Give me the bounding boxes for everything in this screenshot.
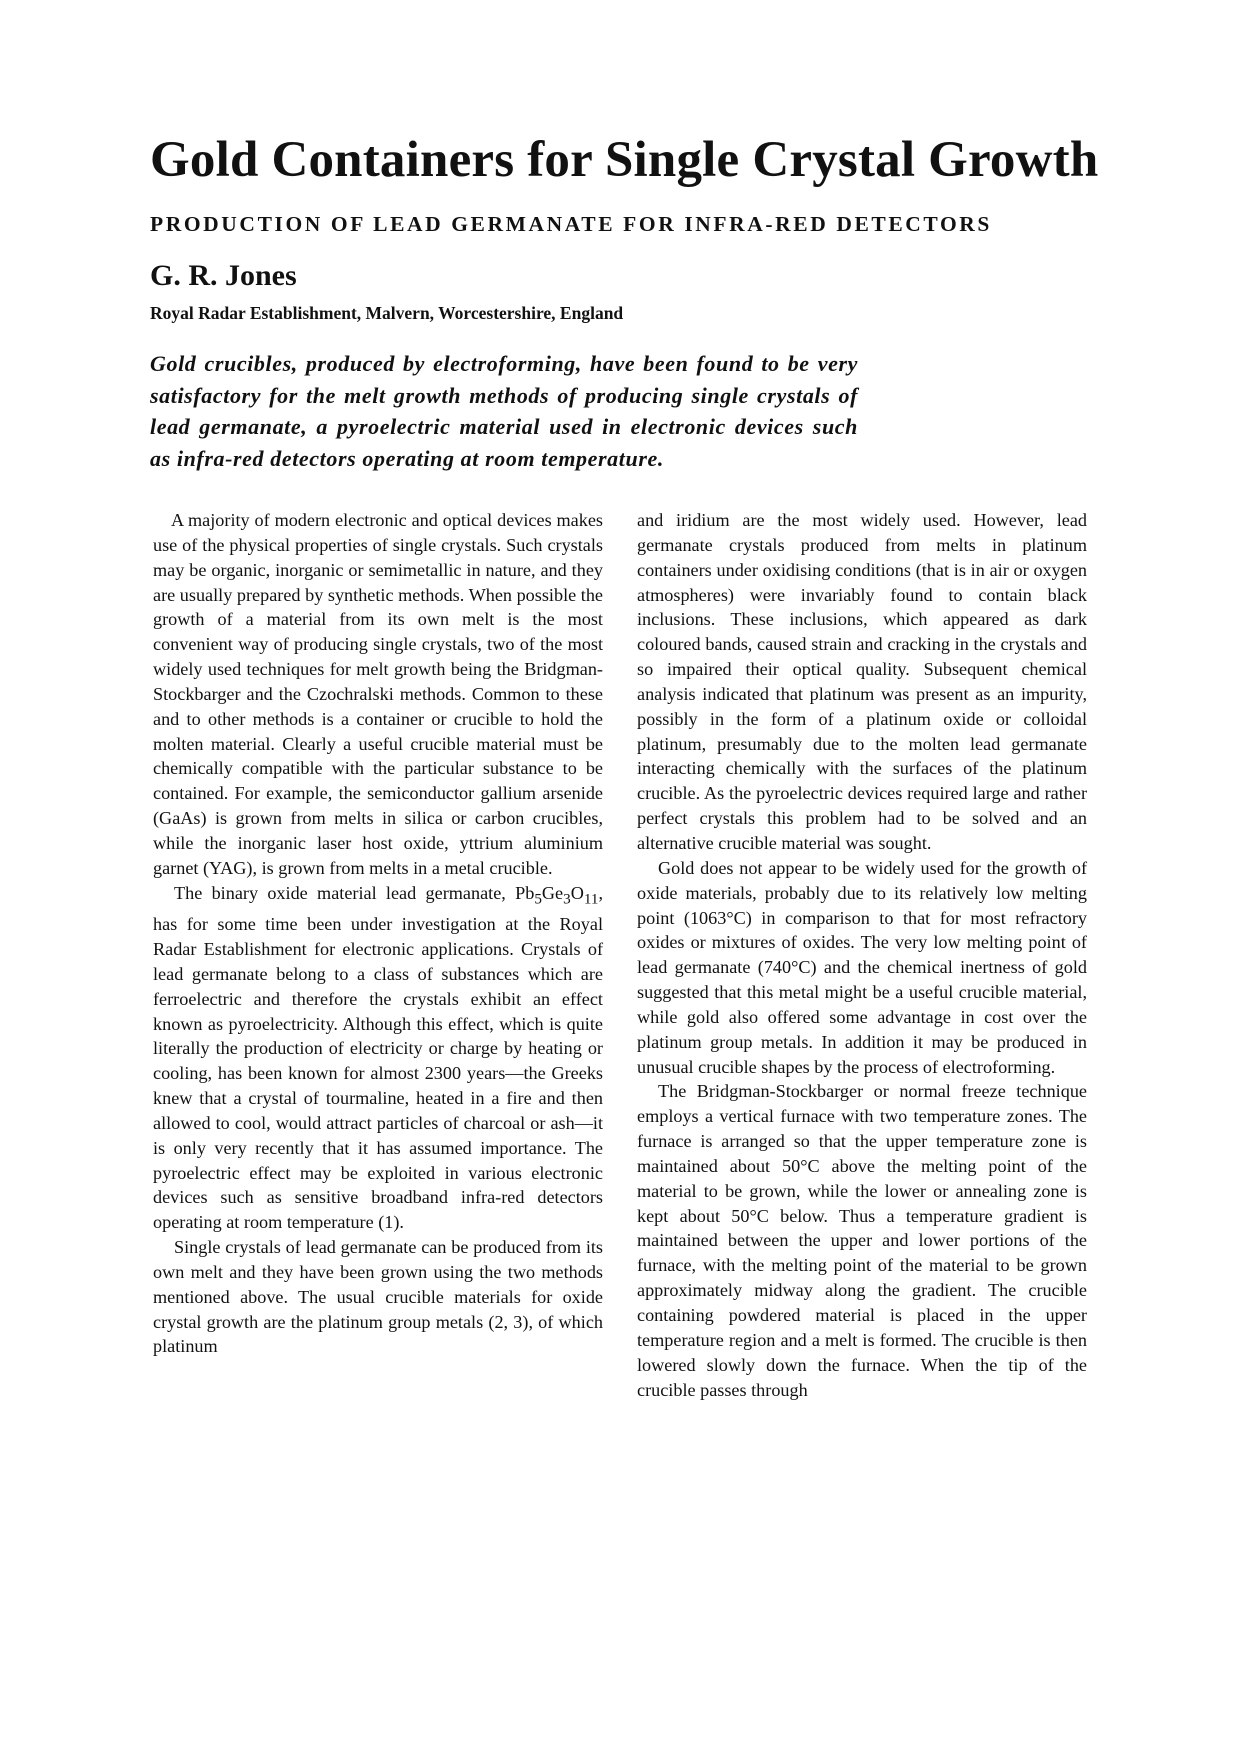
paragraph — [153, 881, 603, 1235]
body-column-left — [153, 508, 603, 1359]
abstract: Gold crucibles, produced by electroforming, have been found to be very satisfactory for the melt growth methods of producing single crystals of lead germanate, a pyroelectric material used in electronic devices such as infra-red detectors operating at room temperature. — [150, 351, 858, 471]
author-affiliation: Royal Radar Establishment, Malvern, Worcestershire, England — [150, 303, 624, 323]
body-column-right — [637, 508, 1087, 1402]
paragraph: A majority of modern electronic and optical devices makes use of the physical properties of single crystals. Such crystals may be organic, inorganic or semimetallic in nature, and they are usually prepared by synthetic methods. When possible the growth of a material from its own melt is the most convenient way of producing single crystals, two of the most widely used techniques for melt growth being the Bridgman-Stockbarger and the Czochralski methods. Common to these and to other methods is a container or crucible to hold the molten material. Clearly a useful crucible material must be chemically compatible with the particular substance to be contained. For example, the semiconductor gallium arsenide (GaAs) is grown from melts in silica or carbon crucibles, while the inorganic laser host oxide, yttrium aluminium garnet (YAG), is grown from melts in a metal crucible. — [153, 510, 603, 878]
author-name: G. R. Jones — [150, 259, 297, 292]
paragraph-text: , has for some time been under investigation at the Royal Radar Establishment for electronic applications. Crystals of lead germanate belong to a class of substances which are ferroelectric and therefore the crystals exhibit an effect known as pyroelectricity. Although this effect, which is quite literally the production of electricity or charge by heating or cooling, has been known for almost 2300 years—the Greeks knew that a crystal of tourmaline, heated in a fire and then allowed to cool, would attract particles of charcoal or ash—it is only very recently that it has assumed importance. The pyroelectric effect may be exploited in various electronic devices such as sensitive broadband infra-red detectors operating at room temperature (1). — [153, 882, 603, 1233]
paragraph: Single crystals of lead germanate can be produced from its own melt and they have been grown using the two methods mentioned above. The usual crucible materials for oxide crystal growth are the platinum group metals (2, 3), of which platinum — [153, 1237, 603, 1357]
article-title: Gold Containers for Single Crystal Growth — [150, 132, 1099, 188]
paragraph: Gold does not appear to be widely used for the growth of oxide materials, probably due to its relatively low melting point (1063°C) in comparison to that for most refractory oxides or mixtures of oxides. The very low melting point of lead germanate (740°C) and the chemical inertness of gold suggested that this metal might be a useful crucible material, while gold also offered some advantage in cost over the platinum group metals. In addition it may be produced in unusual crucible shapes by the process of electroforming. — [637, 857, 1087, 1077]
article-subtitle: PRODUCTION OF LEAD GERMANATE FOR INFRA-RED DETECTORS — [150, 212, 992, 236]
paragraph: The Bridgman-Stockbarger or normal freeze technique employs a vertical furnace with two temperature zones. The furnace is arranged so that the upper temperature zone is maintained about 50°C above the melting point of the material to be grown, while the lower or annealing zone is kept about 50°C below. Thus a temperature gradient is maintained between the upper and lower portions of the furnace, with the melting point of the material to be grown approximately midway along the gradient. The crucible containing powdered material is placed in the upper temperature region and a melt is formed. The crucible is then lowered slowly down the furnace. When the tip of the crucible passes through — [637, 1081, 1087, 1400]
chemical-formula: $Pb_5Ge_3O_{11}$ — [515, 882, 599, 908]
paragraph-text: The binary oxide material lead germanate, — [174, 882, 506, 903]
paragraph: and iridium are the most widely used. However, lead germanate crystals produced from melts in platinum containers under oxidising conditions (that is in air or oxygen atmospheres) were invariably found to contain black inclusions. These inclusions, which appeared as dark coloured bands, caused strain and cracking in the crystals and so impaired their optical quality. Subsequent chemical analysis indicated that platinum was present as an impurity, possibly in the form of a platinum oxide or colloidal platinum, presumably due to the molten lead germanate interacting chemically with the surfaces of the platinum crucible. As the pyroelectric devices required large and rather perfect crystals this problem had to be solved and an alternative crucible material was sought. — [637, 510, 1087, 853]
